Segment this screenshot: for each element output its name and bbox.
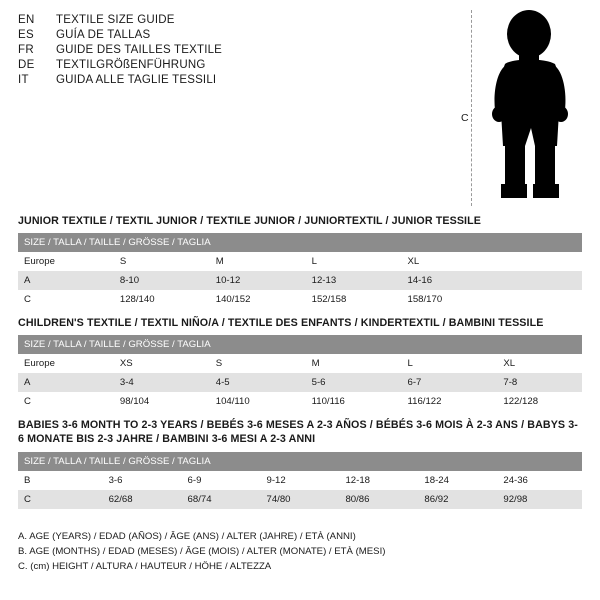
table-header-row <box>18 452 582 471</box>
language-title: TEXTILGRÖßENFÜHRUNG <box>56 59 206 71</box>
cell-empty <box>497 271 582 290</box>
cell-empty <box>497 252 582 271</box>
table-row <box>18 290 582 309</box>
table-header-row <box>18 335 582 354</box>
table-header-label: SIZE / TALLA / TAILLE / GRÖSSE / TAGLIA <box>18 335 582 354</box>
row-label: A <box>18 373 114 392</box>
language-row <box>18 29 438 41</box>
cell: 74/80 <box>261 490 340 509</box>
row-label: C <box>18 490 103 509</box>
language-code: ES <box>18 29 34 41</box>
table-row <box>18 490 582 509</box>
row-label: A <box>18 271 114 290</box>
row-label: Europe <box>18 354 114 373</box>
cell: S <box>114 252 210 271</box>
language-title: GUÍA DE TALLAS <box>56 29 151 41</box>
table-header-label: SIZE / TALLA / TAILLE / GRÖSSE / TAGLIA <box>18 233 582 252</box>
language-code: DE <box>18 59 35 71</box>
section-title: CHILDREN'S TEXTILE / TEXTIL NIÑO/A / TEXTILE DES ENFANTS / KINDERTEXTIL / BAMBINI TESSILE <box>18 317 544 329</box>
cell: 92/98 <box>497 490 582 509</box>
cell: 158/170 <box>402 290 498 309</box>
cell: 12-18 <box>339 471 418 490</box>
table-header-row <box>18 233 582 252</box>
row-label: B <box>18 471 103 490</box>
language-title: GUIDE DES TAILLES TEXTILE <box>56 44 223 56</box>
cell: 7-8 <box>497 373 582 392</box>
cell: 9-12 <box>261 471 340 490</box>
section-title: BABIES 3-6 MONTH TO 2-3 YEARS / BEBÉS 3-6 MESES A 2-3 AÑOS / BÉBÉS 3-6 MOIS À 2-3 ANS / BABYS 3-6 MONATE BIS 2-3 JAHRE / BAMBINI 3-6 MESI A 2-3 ANNI <box>18 419 578 446</box>
cell: L <box>402 354 498 373</box>
language-title-block <box>18 14 438 89</box>
height-guide-line <box>471 10 472 206</box>
table-row <box>18 354 582 373</box>
cell: 62/68 <box>103 490 182 509</box>
cell: L <box>306 252 402 271</box>
cell: 110/116 <box>306 392 402 411</box>
cell: 104/110 <box>210 392 306 411</box>
legend-line-a: A. AGE (YEARS) / EDAD (AÑOS) / ÂGE (ANS) / ALTER (JAHRE) / ETÀ (ANNI) <box>18 531 356 542</box>
cell: 80/86 <box>339 490 418 509</box>
row-label: C <box>18 392 114 411</box>
section-junior-textile <box>18 214 582 309</box>
cell: 128/140 <box>114 290 210 309</box>
row-label: Europe <box>18 252 114 271</box>
table-row <box>18 271 582 290</box>
cell: M <box>306 354 402 373</box>
cell: 18-24 <box>418 471 497 490</box>
table-row <box>18 373 582 392</box>
cell: 12-13 <box>306 271 402 290</box>
cell: 3-4 <box>114 373 210 392</box>
cell: 6-7 <box>402 373 498 392</box>
cell: 8-10 <box>114 271 210 290</box>
junior-size-table <box>18 233 582 309</box>
table-row <box>18 471 582 490</box>
language-code: EN <box>18 14 35 26</box>
cell: 86/92 <box>418 490 497 509</box>
language-row <box>18 74 438 86</box>
legend-line-b: B. AGE (MONTHS) / EDAD (MESES) / ÂGE (MOIS) / ALTER (MONATE) / ETÀ (MESI) <box>18 545 386 557</box>
cell: 116/122 <box>402 392 498 411</box>
language-title: GUIDA ALLE TAGLIE TESSILI <box>56 74 217 86</box>
legend-block <box>18 530 582 575</box>
section-childrens-textile <box>18 316 582 411</box>
cell-empty <box>497 290 582 309</box>
cell: S <box>210 354 306 373</box>
height-measure-label: C <box>461 112 469 124</box>
cell: 10-12 <box>210 271 306 290</box>
language-row <box>18 59 438 71</box>
measurement-figure <box>455 6 590 206</box>
babies-size-table <box>18 452 582 509</box>
children-size-table <box>18 335 582 411</box>
cell: 5-6 <box>306 373 402 392</box>
cell: 98/104 <box>114 392 210 411</box>
cell: 140/152 <box>210 290 306 309</box>
cell: 152/158 <box>306 290 402 309</box>
cell: 6-9 <box>182 471 261 490</box>
toddler-silhouette-icon <box>475 6 585 206</box>
language-row <box>18 14 438 26</box>
cell: M <box>210 252 306 271</box>
section-title: JUNIOR TEXTILE / TEXTIL JUNIOR / TEXTILE JUNIOR / JUNIORTEXTIL / JUNIOR TESSILE <box>18 215 481 227</box>
cell: 122/128 <box>497 392 582 411</box>
cell: 4-5 <box>210 373 306 392</box>
row-label: C <box>18 290 114 309</box>
legend-line-c: C. (cm) HEIGHT / ALTURA / HAUTEUR / HÖHE / ALTEZZA <box>18 560 272 572</box>
cell: XL <box>497 354 582 373</box>
cell: 68/74 <box>182 490 261 509</box>
cell: 3-6 <box>103 471 182 490</box>
table-row <box>18 392 582 411</box>
language-row <box>18 44 438 56</box>
cell: XL <box>402 252 498 271</box>
language-code: IT <box>18 74 29 86</box>
table-row <box>18 252 582 271</box>
language-code: FR <box>18 44 34 56</box>
cell: 24-36 <box>497 471 582 490</box>
cell: XS <box>114 354 210 373</box>
language-title: TEXTILE SIZE GUIDE <box>56 14 175 26</box>
table-header-label: SIZE / TALLA / TAILLE / GRÖSSE / TAGLIA <box>18 452 582 471</box>
cell: 14-16 <box>402 271 498 290</box>
section-babies-textile <box>18 418 582 509</box>
